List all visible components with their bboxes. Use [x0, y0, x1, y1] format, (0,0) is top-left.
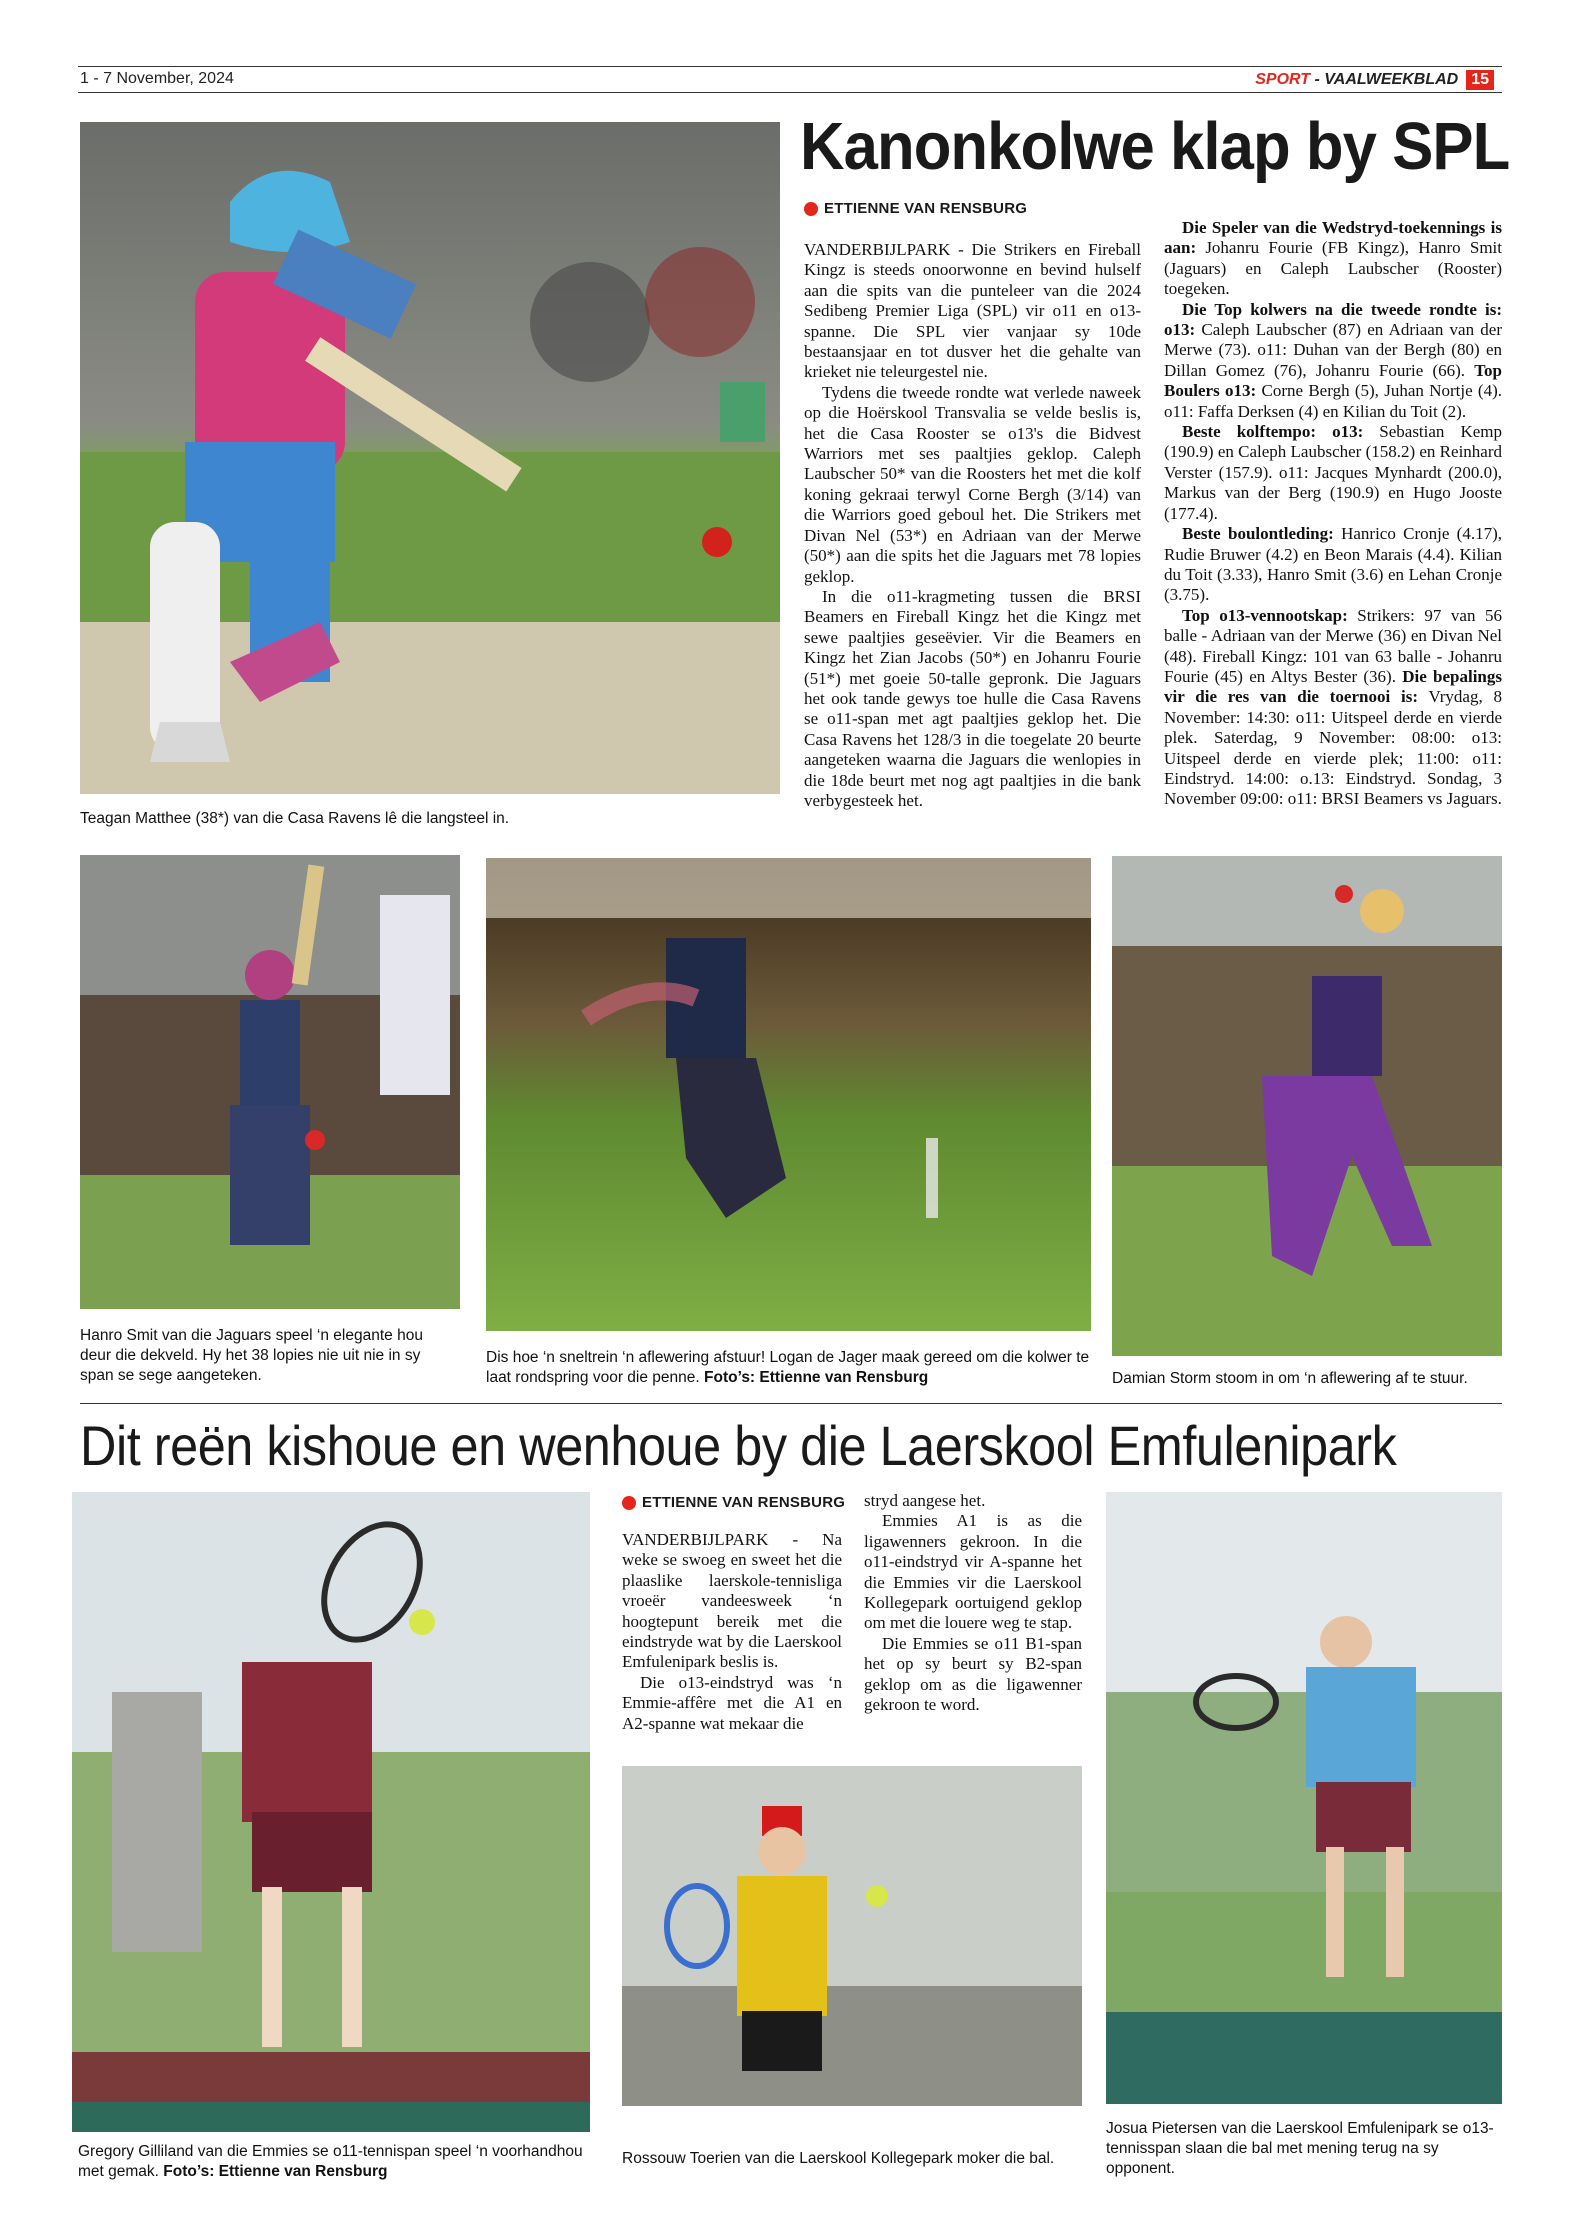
top-rule — [78, 66, 1502, 67]
header-underline — [78, 92, 1502, 93]
story1-subhead: Die Speler van die Wedstryd-toekennings is aan: — [1164, 218, 1502, 258]
caption-hanro: Hanro Smit van die Jaguars speel ‘n elegante hou deur die dekveld. Hy het 38 lopies nie uit nie in sy span se segе aangeteken. — [80, 1327, 423, 1384]
story1-column-2 — [1164, 218, 1502, 810]
story1-subhead: Die Top kolwers na die tweede rondte is: o13: — [1164, 299, 1502, 340]
story1-paragraph: In die o11-kragmeting tussen die BRSI Beamers en Fireball Kingz het die Kingz met sewe paaltjies geseëvier. Vir die Beamers en Kingz het Zian Jacobs (50*) en Johanru Fourie (51*) met goeie 50-talle gepronk. Die Jaguars het ook tande gewys toe hulle die Casa Ravens se o11-span met agt paaltjies geklop het. Die Casa Ravens het 128/3 in die toegelate 20 beurte aangeteken waarna die Jaguars die wenlopies in die 18de beurt met nog agt paaltjies in die bank verbygesteek het. — [804, 586, 1141, 810]
photo-logan-bowling — [486, 858, 1091, 1331]
story2-headline: Dit reën kishoue en wenhoue by die Laerskool Emfulenipark — [80, 1414, 1397, 1477]
issue-date: 1 - 7 November, 2024 — [80, 70, 234, 87]
story1-paragraph: Tydens die tweede rondte wat verlede naweek op die Hoërskool Transvalia se velde beslis is, het die Casa Rooster se o13's die Bidvest Warriors met ses paaltjies geklop. Caleph Laubscher 50* van die Roosters het met die kolf koning gekraai terwyl Corne Bergh (3/14) van die Warriors goed geboul het. Die Strikers met Divan Nel (53*) en Adriaan van der Merwe (50*) aan die spits het die Jaguars met 78 lopies geklop. — [804, 382, 1141, 586]
photo-hanro-batting — [80, 855, 460, 1309]
story1-paragraph — [1164, 300, 1502, 422]
photo-credit: Foto’s: Ettienne van Rensburg — [704, 1369, 929, 1386]
story1-text: Caleph Laubscher (87) en Adriaan van der Merwe (73). o11: Duhan van der Bergh (80) en Dillan Gomez (76), Johanru Fourie (66). — [1164, 320, 1502, 380]
story2-column-2 — [864, 1491, 1082, 1715]
story1-text: Hanrico Cronje (4.17), Rudie Bruwer (4.2) en Beon Marais (4.4). Kilian du Toit (3.33), Hanro Smit (3.6) en Lehan Cronje (3.75). — [1164, 524, 1502, 605]
story1-subhead: Top Boulers o13: — [1164, 360, 1502, 401]
photo-teagan-batting — [80, 122, 780, 794]
story1-paragraph — [1164, 422, 1502, 524]
section-name: SPORT — [1255, 71, 1311, 88]
story1-byline — [804, 200, 1027, 217]
story2-paragraph: VANDERBIJLPARK - Na weke se swoeg en sweet het die plaaslike laerskole-tennisliga vroeër vandeesweek ‘n hoogtepunt bereik met die eindstryde wat by die Laerskool Emfulenipark beslis is. — [622, 1530, 842, 1672]
story1-headline: Kanonkolwe klap by SPL — [800, 109, 1510, 184]
story1-paragraph — [1164, 218, 1502, 300]
section-separator: - — [1310, 71, 1325, 88]
caption-gregory — [78, 2142, 590, 2182]
photo-rossouw-tennis — [622, 1766, 1082, 2106]
story1-paragraph: VANDERBIJLPARK - Die Strikers en Fireball Kingz is steeds onoorwonne en bevind hulself aan die spits van die punteleer van die 2024 Sedibeng Premier Liga (SPL) vir o11 en o13-spanne. Die SPL vier vanjaar sy 10de bestaansjaar en tot dusver het die gehalte van krieket nie teleurgestel nie. — [804, 240, 1141, 382]
page-number: 15 — [1466, 70, 1494, 90]
story2-byline — [622, 1494, 845, 1511]
paper-name: VAALWEEKBLAD — [1324, 71, 1459, 88]
story1-text: Corne Bergh (5), Juhan Nortje (4). o11: Faffa Derksen (4) en Kilian du Toit (2). — [1164, 381, 1502, 421]
story2-paragraph: Emmies A1 is as die ligawenners gekroon. In die o11-eindstryd vir A-spanne het die Emmies vir die Laerskool Kollegepark oortuigend geklop om met die louere weg te stap. — [864, 1511, 1082, 1633]
section-divider — [80, 1403, 1502, 1404]
byline-bullet-icon — [622, 1496, 636, 1510]
story1-text: Vrydag, 8 November: 14:30: o11: Uitspeel derde en vierde plek. Saterdag, 9 November: 08:00: o13: Uitspeel derde en vierde plek; 11:00: o11: Eindstryd. 14:00: o.13: Eindstryd. Sondag, 3 November 09:00: o11: BRSI Beamers vs Jaguars. — [1164, 687, 1502, 809]
story2-paragraph: stryd aangese het. — [864, 1491, 986, 1510]
caption-damian: Damian Storm stoom in om ‘n aflewering af te stuur. — [1112, 1370, 1468, 1387]
story1-subhead: Beste boulontleding: — [1182, 524, 1334, 544]
story2-byline-text: ETTIENNE VAN RENSBURG — [642, 1494, 846, 1511]
story1-paragraph — [1164, 606, 1502, 810]
section-label — [1255, 68, 1494, 92]
photo-josua-tennis — [1106, 1492, 1502, 2104]
story1-subhead: Beste kolftempo: o13: — [1182, 422, 1364, 442]
caption-logan-text: Dis hoe ‘n sneltrein ‘n aflewering afstuur! Logan de Jager maak gereed om die kolwer te laat rondspring voor die penne. — [486, 1349, 1090, 1386]
story1-text: Sebastian Kemp (190.9) en Caleph Laubscher (158.2) en Reinhard Verster (157.9). o11: Jacques Mynhardt (200.0), Markus van der Berg (190.9) en Hugo Jooste (177.4). — [1164, 422, 1502, 523]
caption-logan — [486, 1348, 1096, 1388]
story1-byline-text: ETTIENNE VAN RENSBURG — [824, 200, 1028, 217]
photo-gregory-tennis — [72, 1492, 590, 2132]
photo-credit: Foto’s: Ettienne van Rensburg — [163, 2163, 388, 2180]
story1-column-1 — [804, 240, 1141, 811]
caption-gregory-text: Gregory Gilliland van die Emmies se o11-tennispan speel ‘n voorhandhou met gemak. — [78, 2143, 583, 2180]
caption-teagan: Teagan Matthee (38*) van die Casa Ravens lê die langsteel in. — [80, 810, 510, 827]
story2-paragraph: Die o13-eindstryd was ‘n Emmie-affêre met die A1 en A2-spanne wat mekaar die — [622, 1672, 842, 1733]
story1-subhead: Die bepalings vir die res van die toernooi is: — [1164, 666, 1502, 707]
story1-paragraph — [1164, 524, 1502, 606]
story2-column-1 — [622, 1530, 842, 1734]
story2-paragraph: Die Emmies se o11 B1-span het op sy beurt sy B2-span geklop om as die ligawenner gekroon te word. — [864, 1633, 1082, 1715]
story1-text: Strikers: 97 van 56 balle - Adriaan van der Merwe (36) en Divan Nel (48). Fireball Kingz: 101 van 63 balle - Johanru Fourie (45) en Altys Bester (36). — [1164, 605, 1502, 686]
story1-subhead: Top o13-vennootskap: — [1182, 605, 1348, 625]
caption-rossouw: Rossouw Toerien van die Laerskool Kollegepark moker die bal. — [622, 2150, 1055, 2167]
photo-damian-bowling — [1112, 856, 1502, 1356]
story1-text: Johanru Fourie (FB Kingz), Hanro Smit (Jaguars) en Caleph Laubscher (Rooster) toegeken. — [1164, 238, 1502, 299]
caption-josua: Josua Pietersen van die Laerskool Emfulenipark se o13-tennisspan slaan die bal met mening terug na sy opponent. — [1106, 2120, 1494, 2177]
byline-bullet-icon — [804, 202, 818, 216]
